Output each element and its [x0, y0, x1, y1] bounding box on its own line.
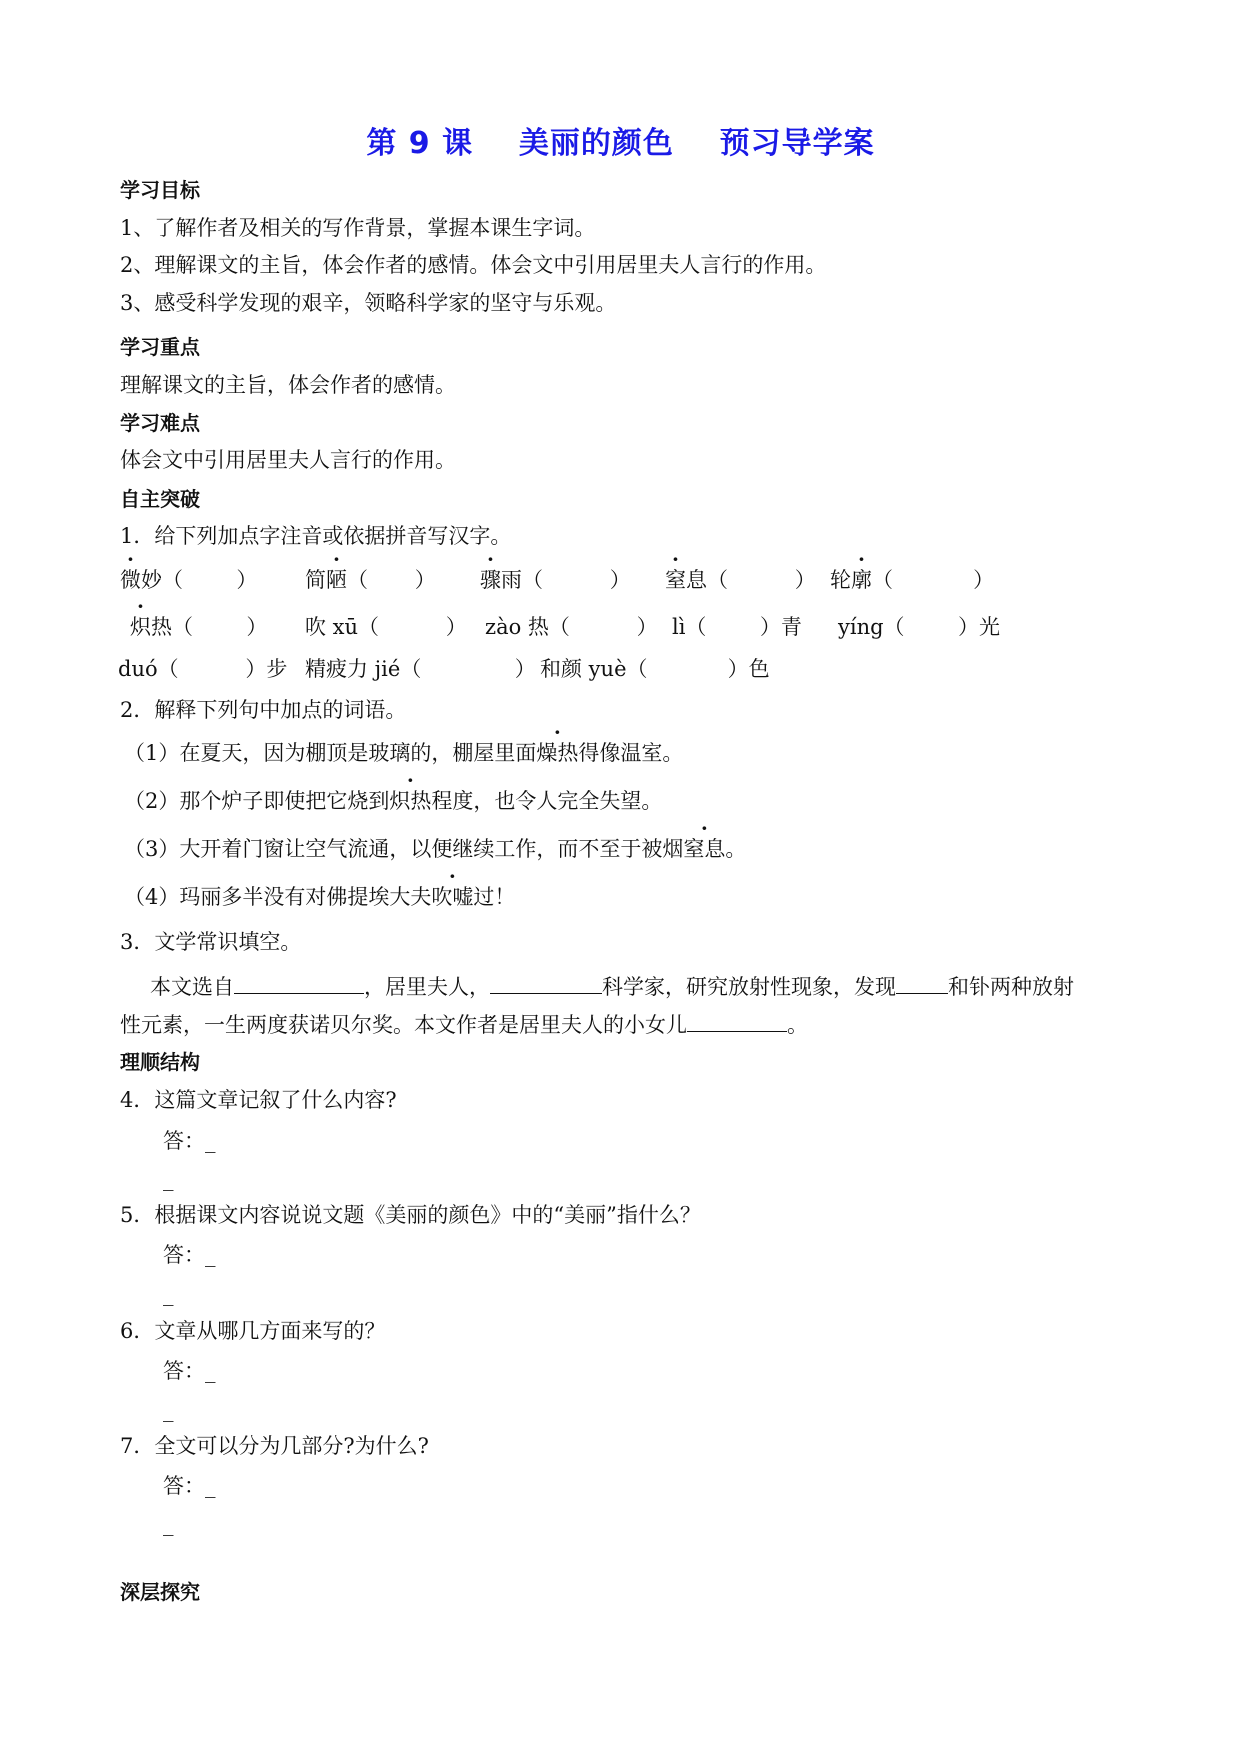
objective-2: 2、理解课文的主旨，体会作者的感情。体会文中引用居里夫人言行的作用。	[120, 253, 827, 277]
objective-1: 1、了解作者及相关的写作背景，掌握本课生字词。	[120, 216, 596, 240]
question-3-fill-line-1: 本文选自 ，居里夫人， 科学家，研究放射性现象，发现 和钋两种放射	[150, 971, 1074, 1000]
answer-line: _	[163, 1512, 174, 1536]
pinyin-item: 轮廓（ ）	[830, 568, 995, 592]
fill-blank[interactable]	[687, 1009, 787, 1032]
pinyin-item: 简陋（ ）	[305, 568, 436, 592]
question-2-sentence: （4）玛丽多半没有对佛提埃大夫吹嘘过！	[124, 885, 516, 909]
pinyin-item: zào 热（ ）	[485, 615, 658, 639]
question-2-sentence: （2）那个炉子即使把它烧到炽热程度，也令人完全失望。	[124, 789, 663, 813]
answer-line: _	[163, 1282, 174, 1306]
pinyin-item: lì（ ）青	[672, 615, 802, 639]
pinyin-item: 吹 xū（ ）	[305, 615, 467, 639]
question-3-fill-line-2: 性元素，一生两度获诺贝尔奖。本文作者是居里夫人的小女儿 。	[120, 1009, 808, 1038]
fill-blank[interactable]	[234, 971, 364, 994]
pinyin-item: duó（ ）步	[118, 657, 288, 681]
section-heading-self-study: 自主突破	[120, 487, 200, 511]
question-5: 5．根据课文内容说说文题《美丽的颜色》中的“美丽”指什么？	[120, 1203, 701, 1227]
question-4: 4．这篇文章记叙了什么内容?	[120, 1088, 397, 1112]
section-heading-key-points: 学习重点	[120, 335, 200, 359]
question-2-stem: 2．解释下列句中加点的词语。	[120, 698, 407, 722]
section-heading-difficulty: 学习难点	[120, 411, 200, 435]
pinyin-item: yíng（ ）光	[838, 615, 1000, 639]
answer-line: _	[163, 1167, 174, 1191]
section-heading-structure: 理顺结构	[120, 1050, 200, 1074]
key-point-text: 理解课文的主旨，体会作者的感情。	[120, 373, 456, 397]
objective-3: 3、感受科学发现的艰辛，领略科学家的坚守与乐观。	[120, 291, 617, 315]
answer-label: 答：_	[163, 1474, 216, 1498]
answer-label: 答：_	[163, 1129, 216, 1153]
question-1-stem: 1．给下列加点字注音或依据拼音写汉字。	[120, 524, 512, 548]
question-6: 6．文章从哪几方面来写的？	[120, 1319, 386, 1343]
pinyin-item: 骤雨（ ）	[480, 568, 631, 592]
answer-label: 答：_	[163, 1243, 216, 1267]
pinyin-item: 炽热（ ）	[130, 615, 268, 639]
answer-label: 答：_	[163, 1359, 216, 1383]
fill-blank[interactable]	[896, 971, 948, 994]
difficulty-text: 体会文中引用居里夫人言行的作用。	[120, 448, 456, 472]
page-title: 第 9 课 美丽的颜色 预习导学案	[366, 126, 875, 161]
fill-blank[interactable]	[490, 971, 602, 994]
pinyin-item: 和颜 yuè（ ）色	[540, 657, 770, 681]
question-2-sentence: （3）大开着门窗让空气流通，以便继续工作，而不至于被烟窒息。	[124, 837, 747, 861]
pinyin-item: 窒息（ ）	[665, 568, 816, 592]
question-2-sentence: （1）在夏天，因为棚顶是玻璃的，棚屋里面燥热得像温室。	[124, 741, 684, 765]
question-3-stem: 3．文学常识填空。	[120, 930, 302, 954]
question-7: 7．全文可以分为几部分?为什么?	[120, 1434, 429, 1458]
section-heading-objectives: 学习目标	[120, 178, 200, 202]
answer-line: _	[163, 1398, 174, 1422]
pinyin-item: 精疲力 jié（ ）	[305, 657, 536, 681]
section-heading-deep: 深层探究	[120, 1580, 200, 1604]
pinyin-item: 微妙（ ）	[120, 568, 258, 592]
